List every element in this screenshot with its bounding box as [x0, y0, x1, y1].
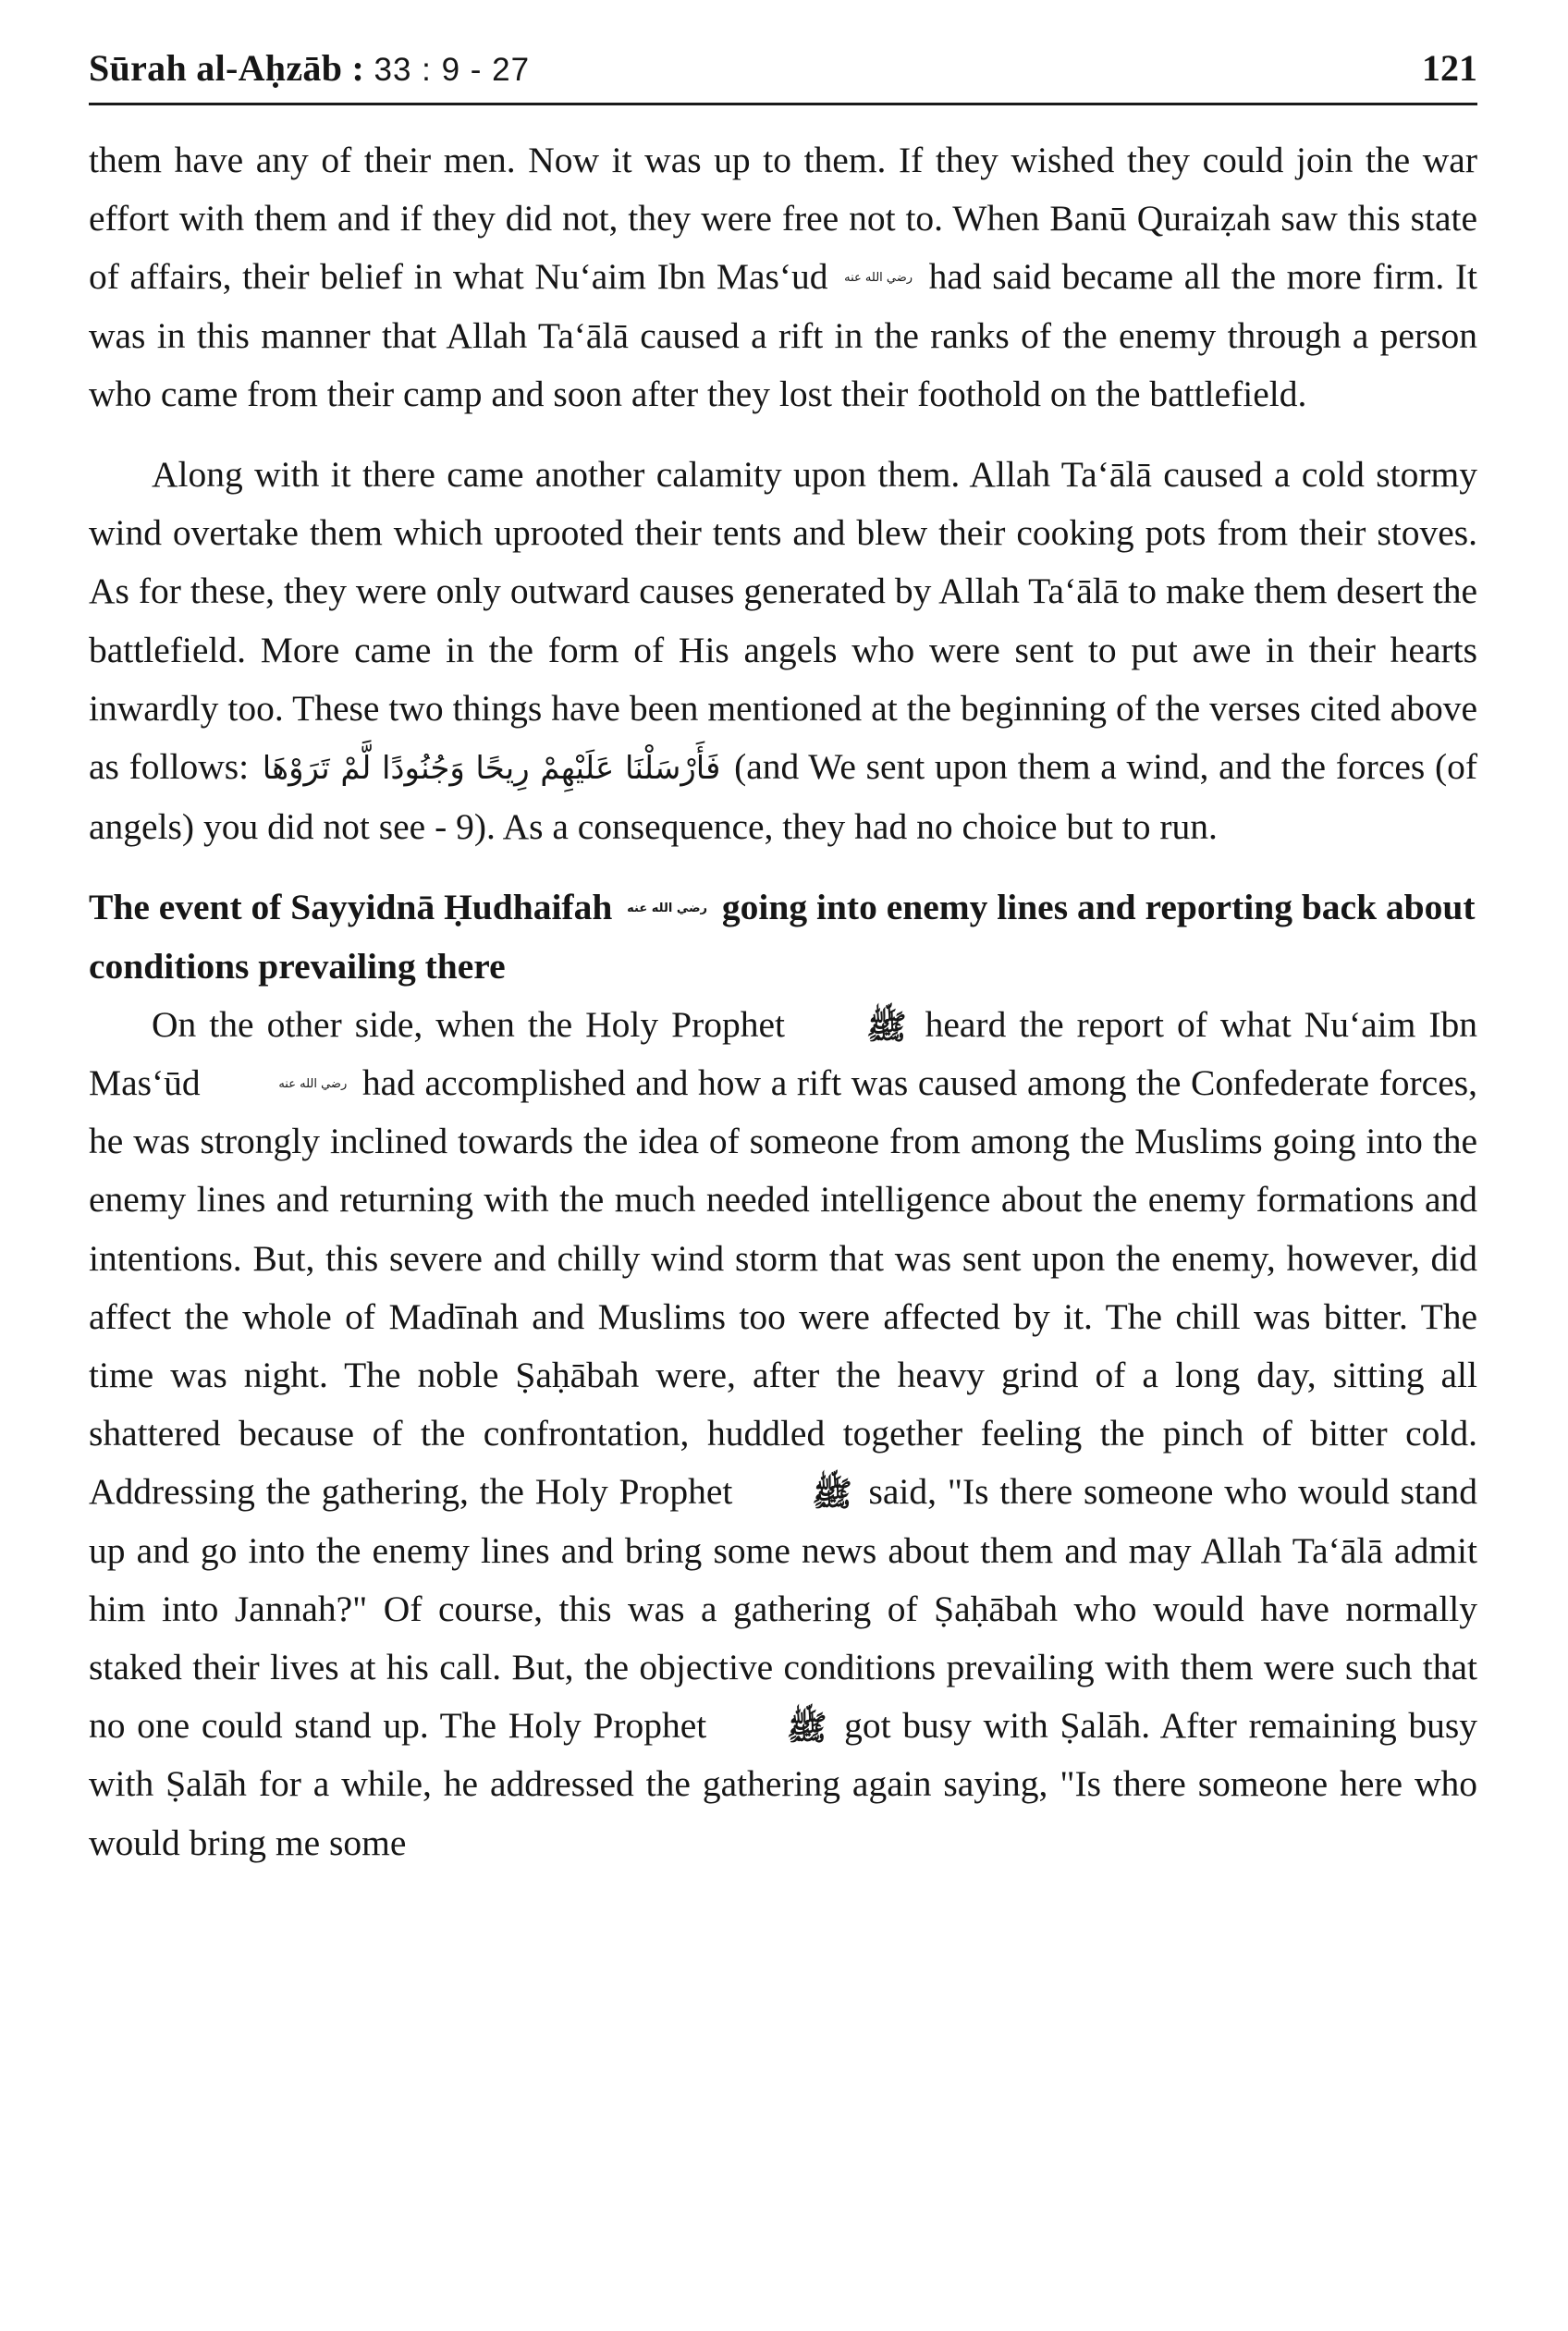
paragraph-1-text: them have any of their men. Now it was up to them. If they wished they could join the war effort with them and if they did not, they were free not to. When Banū Quraiẓah saw this state of affairs, their belief in what Nu‘aim Ibn Mas‘ud: [89, 140, 1477, 298]
section-heading-part-1: The event of Sayyidnā Ḥudhaifah: [89, 887, 613, 928]
paragraph-3-text-e: got busy with Ṣalāh. After remaining busy with Ṣalāh for a while, he addressed the gathering again saying, "Is there someone here who would bring me some: [89, 1705, 1478, 1863]
verse-reference: 33 : 9 - 27: [374, 52, 531, 88]
paragraph-1: [89, 131, 1477, 423]
paragraph-3-text-a: On the other side, when the Holy Prophet: [152, 1003, 786, 1045]
header-rule: [89, 103, 1477, 105]
paragraph-2: [89, 446, 1477, 856]
paragraph-3-text-c: had accomplished and how a rift was caused among the Confederate forces, he was strongly inclined towards the idea of someone from among the Muslims going into the enemy lines and returning with the much needed intelligence about the enemy formations and intentions. But, this severe and chilly wind storm that was sent upon the enemy, however, did affect the whole of Madīnah and Muslims too were affected by it. The chill was bitter. The time was night. The noble Ṣaḥābah were, after the heavy grind of a long day, sitting all shattered because of the confrontation, huddled together feeling the pinch of bitter cold. Addressing the gathering, the Holy Prophet: [89, 1062, 1477, 1513]
surah-title: Sūrah al-Aḥzāb :: [89, 47, 374, 89]
page-body: [89, 131, 1477, 1872]
salutation-glyph: ﷺ: [786, 1710, 827, 1748]
paragraph-3-text-b: heard the report of what Nu‘aim Ibn Mas‘ūd: [89, 1003, 1478, 1104]
section-heading: [89, 878, 1477, 995]
paragraph-3: [89, 996, 1477, 1872]
paragraph-2-text: Along with it there came another calamity upon them. Allah Ta‘ālā caused a cold stormy wind overtake them which uprooted their tents and blew their cooking pots from their stoves. As for these, they were only outward causes generated by Allah Ta‘ālā to make them desert the battlefield. More came in the form of His angels who were sent to put awe in their hearts inwardly too. These two things have been mentioned at the beginning of the verses cited above as follows:: [89, 454, 1477, 788]
paragraph-gap: [89, 856, 1477, 878]
paragraph-gap: [89, 423, 1477, 446]
salutation-glyph: ﷺ: [866, 1008, 907, 1047]
radiallahu-anhu-glyph: رضي الله عنه: [278, 1077, 348, 1092]
section-heading-part-2: going into enemy lines and reporting back about conditions prevailing there: [89, 887, 1476, 987]
paragraph-2-text-b: (and We sent upon them a wind, and the forces (of angels) you did not see - 9). As a consequence, they had no choice but to run.: [89, 746, 1478, 848]
radiallahu-anhu-glyph: رضي الله عنه: [627, 902, 708, 916]
running-header: [89, 46, 1477, 102]
quran-verse-arabic: فَأَرْسَلْنَا عَلَيْهِمْ رِيحًا وَجُنُودًا لَّمْ تَرَوْهَا: [262, 750, 721, 788]
radiallahu-anhu-glyph: رضي الله عنه: [844, 271, 913, 286]
page-number: 121: [1422, 47, 1477, 89]
running-title: [89, 46, 530, 90]
salutation-glyph: ﷺ: [812, 1476, 852, 1515]
paragraph-1-text-b: had said became all the more firm. It was in this manner that Allah Ta‘ālā caused a rift in the ranks of the enemy through a person who came from their camp and soon after they lost their foothold on the battlefield.: [89, 256, 1478, 414]
paragraph-3-text-d: said, "Is there someone who would stand up and go into the enemy lines and bring some news about them and may Allah Ta‘ālā admit him into Jannah?" Of course, this was a gathering of Ṣaḥābah who would have normally staked their lives at his call. But, the objective conditions prevailing with them were such that no one could stand up. The Holy Prophet: [89, 1471, 1477, 1747]
